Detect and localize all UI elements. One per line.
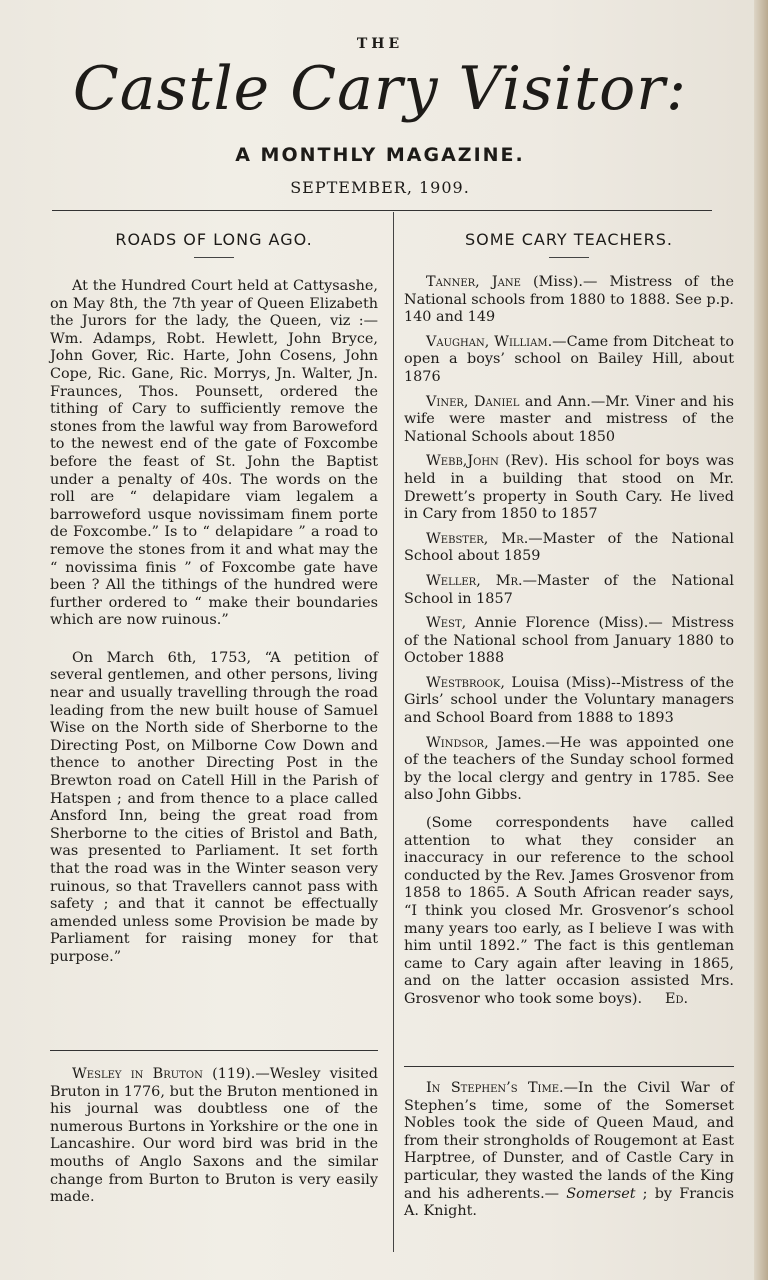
teacher-entries <box>404 274 734 805</box>
editor-note-text: (Some correspondents have called attention to what they consider an inaccuracy in our reference to the school conducted by the Rev. James Grosvenor from 1858 to 1865. A South African reader says, “I think you closed Mr. Grosvenor’s school many years too early, as I believe I was with him until 1892.” The fact is this gentleman came to Cary again after leaving in 1865, and on the latter occasion assisted Mrs. Grosvenor who took some boys). <box>404 815 734 1007</box>
teacher-entry <box>404 394 734 447</box>
teacher-name: Windsor, <box>426 734 489 751</box>
teacher-entry <box>404 573 734 608</box>
header-rule <box>52 210 712 211</box>
roads-paragraph-1: At the Hundred Court held at Cattysashe, on May 8th, the 7th year of Queen Elizabeth the Jurors for the lady, the Queen, viz :—Wm. Adamps, Robt. Hewlett, John Bryce, John Gover, Ric. Harte, John Cosens, John Cope, Ric. Gane, Ric. Morrys, Jn. Walter, Jn. Fraunces, Thos. Pounsett, ordered the tithing of Cary to sufficiently remove the stones from the lawful way from Baroweford to the newest end of the gate of Foxcombe before the feast of St. John the Baptist under a penalty of 40s. The words on the roll are “ delapidare viam legalem a barroweford usque novissimam finem porte de Foxcombe.” Is to “ delapidare ” a road to remove the stones from it and what may the “ novissima finis ” of Foxcombe gate have been ? All the tithings of the hundred were further ordered to “ make their boundaries which are now ruinous.” <box>50 278 378 629</box>
stephen-paragraph <box>404 1080 734 1221</box>
roads-heading: ROADS OF LONG AGO. <box>115 230 313 249</box>
stephen-section <box>404 1080 734 1221</box>
teacher-name: Weller, Mr. <box>426 572 523 589</box>
teacher-description: —Came from Ditcheat to open a boys’ school on Bailey Hill, about 1876 <box>404 333 734 385</box>
heading-dash <box>194 257 234 258</box>
wesley-section <box>50 1066 378 1207</box>
left-section-rule <box>50 1050 378 1051</box>
wesley-text: (119).—Wesley visited Bruton in 1776, but the Bruton mentioned in his journal was doubtless one of the numerous Burtons in Yorkshire or the one in Lancashire. Our word bird was brid in the mouths of Anglo Saxons and the similar change from Burton to Bruton is very easily made. <box>50 1066 379 1206</box>
teacher-name: Webb,John <box>426 453 499 470</box>
teacher-description: James.—He was appointed one of the teachers of the Sunday school formed by the local clergy and gentry in 1785. See also John Gibbs. <box>404 734 734 804</box>
teacher-name: Vaughan, William. <box>426 333 553 350</box>
teacher-entry <box>404 453 734 523</box>
teacher-entry <box>404 334 734 387</box>
teacher-name: Westbrook, <box>426 674 505 691</box>
masthead-the: THE <box>356 36 404 52</box>
teachers-heading: SOME CARY TEACHERS. <box>464 230 674 249</box>
teacher-entry <box>404 735 734 805</box>
masthead-title: Castle Cary Visitor: <box>72 54 688 124</box>
teacher-name: Tanner, Jane <box>426 274 521 290</box>
right-section-rule <box>404 1066 734 1067</box>
editor-note <box>404 815 734 1009</box>
teacher-name: Viner, Daniel <box>426 393 520 410</box>
wesley-paragraph <box>50 1066 378 1207</box>
stephen-source: Somerset <box>566 1185 636 1202</box>
teacher-name: Webster, Mr. <box>426 530 529 547</box>
teacher-description: Louisa (Miss)--Mistress of the Girls’ school under the Voluntary managers and School Board from 1888 to 1893 <box>404 674 734 727</box>
teacher-entry <box>404 531 734 566</box>
column-divider <box>393 212 394 1252</box>
left-column <box>50 230 378 967</box>
stephen-author: ; by Francis A. Knight. <box>404 1185 734 1220</box>
teacher-description: and Ann.—Mr. Viner and his wife were master and mistress of the National Schools about 1850 <box>404 393 734 445</box>
teacher-description: Annie Florence (Miss).— Mistress of the National school from January 1880 to October 1888 <box>404 615 734 667</box>
right-column <box>404 230 734 1009</box>
teacher-entry <box>404 675 734 728</box>
roads-paragraph-2: On March 6th, 1753, “A petition of several gentlemen, and other persons, living near and usually travelling through the road leading from the new built house of Samuel Wise on the North side of Sherborne to the Directing Post, on Milborne Cow Down and thence to another Directing Post in the Brewton road on Catell Hill in the Parish of Hatspen ; and from thence to a place called Ansford Inn, being the great road from Sherborne to the cities of Bristol and Bath, was presented to Parliament. It set forth that the road was in the Winter season very ruinous, so that Travellers cannot pass with safety ; and that it cannot be effectually amended unless some Provision be made by Parliament for raising money for that purpose.” <box>50 649 378 965</box>
teacher-description: (Miss).— Mistress of the National schools from 1880 to 1888. See p.p. 140 and 149 <box>404 274 734 326</box>
stephen-text: —In the Civil War of Stephen’s time, some of the Somerset Nobles took the side of Queen Maud, and from their strongholds of Rougemont at East Harptree, of Dunster, and of Castle Cary in particular, they wasted the lands of the King and his adherents.— <box>404 1080 734 1202</box>
heading-dash <box>549 257 589 258</box>
teacher-entry <box>404 615 734 668</box>
issue-date: SEPTEMBER, 1909. <box>290 178 470 197</box>
teacher-description: —Master of the National School in 1857 <box>404 572 734 607</box>
stephen-title: In Stephen’s Time. <box>426 1080 564 1096</box>
wesley-title: Wesley in Bruton <box>72 1066 203 1082</box>
editor-sign: Ed. <box>664 990 689 1007</box>
masthead-subtitle: A MONTHLY MAGAZINE. <box>235 144 525 166</box>
teacher-name: West, <box>426 615 467 632</box>
teacher-entry <box>404 274 734 327</box>
teacher-description: (Rev). His school for boys was held in a building that stood on Mr. Drewett’s property in South Cary. He lived in Cary from 1850 to 1857 <box>404 453 734 523</box>
teacher-description: —Master of the National School about 1859 <box>404 530 734 565</box>
